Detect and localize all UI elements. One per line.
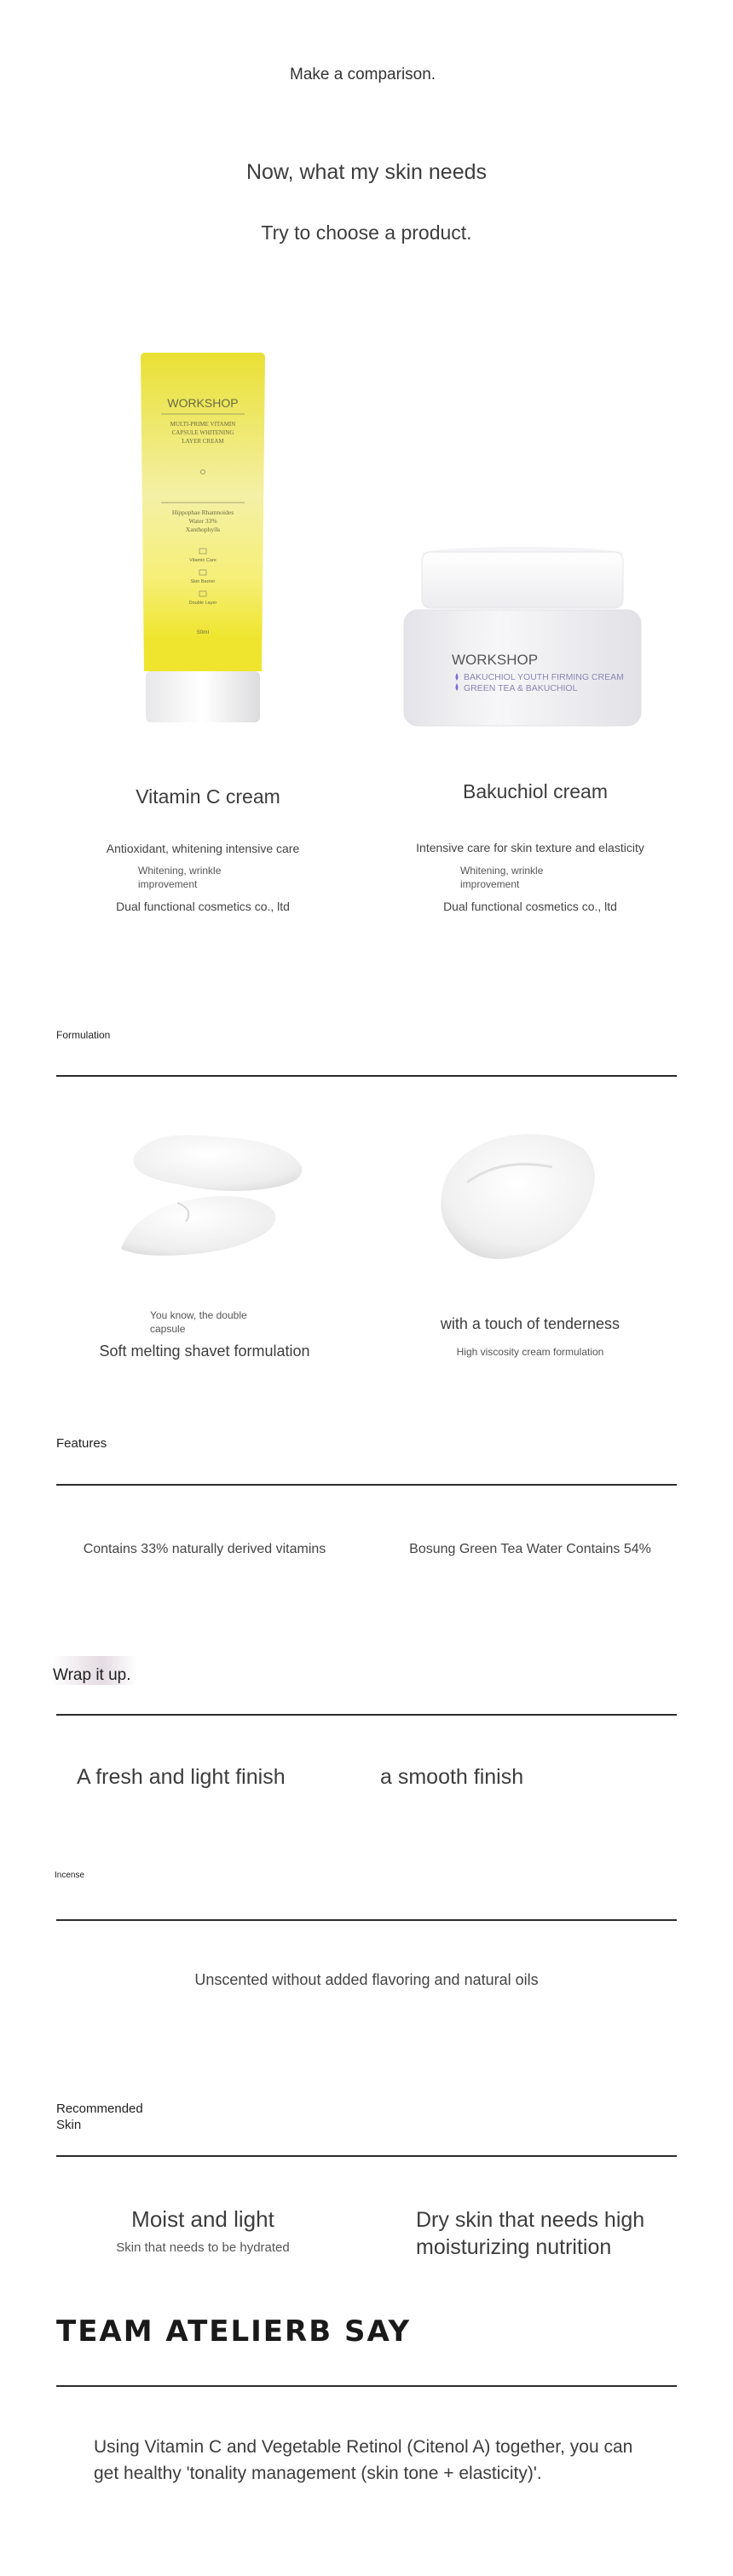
team-quote: Using Vitamin C and Vegetable Retinol (Citenol A) together, you can get healthy 'tonality management (skin tone + elasticity)'. xyxy=(94,2437,633,2483)
vitamin-c-desc: Antioxidant, whitening intensive care xyxy=(106,842,300,855)
team-divider xyxy=(56,2385,677,2387)
formulation-left-title: Soft melting shavet formulation xyxy=(99,1343,310,1360)
svg-text:MULTI-PRIME VITAMIN: MULTI-PRIME VITAMIN xyxy=(170,421,236,428)
features-label: Features xyxy=(56,1436,107,1451)
formulation-right-title: with a touch of tenderness xyxy=(440,1315,620,1332)
recommended-left-sub: Skin that needs to be hydrated xyxy=(116,2240,290,2255)
svg-text:Hippophae Rhamnoides: Hippophae Rhamnoides xyxy=(171,509,234,516)
bakuchiol-category: Dual functional cosmetics co., ltd xyxy=(443,900,617,913)
svg-text:Double Layer: Double Layer xyxy=(188,601,217,606)
wrap-left: A fresh and light finish xyxy=(77,1765,286,1789)
svg-text:50ml: 50ml xyxy=(196,630,210,635)
formulation-label: Formulation xyxy=(56,1029,111,1041)
vitamin-c-texture-swatch xyxy=(118,1121,310,1261)
features-divider xyxy=(56,1484,677,1486)
team-say-heading: TEAM ATELIERB SAY xyxy=(56,2314,412,2349)
skin-needs-heading: Now, what my skin needs xyxy=(245,160,488,184)
bakuchiol-desc: Intensive care for skin texture and elasticity xyxy=(416,841,644,854)
svg-text:CAPSULE WHITENING: CAPSULE WHITENING xyxy=(171,429,234,436)
bakuchiol-cream-jar-image xyxy=(401,545,644,729)
vitamin-c-cream-tube-image xyxy=(137,353,268,724)
wrap-divider xyxy=(56,1714,677,1716)
features-left: Contains 33% naturally derived vitamins xyxy=(83,1542,326,1556)
svg-text:BAKUCHIOL YOUTH FIRMING CREAM: BAKUCHIOL YOUTH FIRMING CREAM xyxy=(464,672,624,682)
compare-heading: Make a comparison. xyxy=(290,66,436,83)
tube-brand: WORKSHOP xyxy=(167,396,239,410)
incense-text: Unscented without added flavoring and natural oils xyxy=(194,1971,539,1988)
bakuchiol-functions: Whitening, wrinkle improvement xyxy=(460,865,544,890)
incense-label: Incense xyxy=(55,1871,85,1880)
wrap-right: a smooth finish xyxy=(380,1765,524,1789)
formulation-right-note: High viscosity cream formulation xyxy=(456,1346,604,1358)
wrap-label: Wrap it up. xyxy=(53,1666,131,1684)
features-right: Bosung Green Tea Water Contains 54% xyxy=(409,1542,651,1556)
svg-text:Skin Barrier: Skin Barrier xyxy=(190,579,216,584)
svg-text:Water 33%: Water 33% xyxy=(188,517,217,525)
jar-brand: WORKSHOP xyxy=(452,652,539,668)
bakuchiol-texture-swatch xyxy=(433,1123,600,1264)
recommended-label: Recommended Skin xyxy=(56,2102,143,2132)
incense-divider xyxy=(56,1919,677,1921)
choose-product-heading: Try to choose a product. xyxy=(261,221,472,244)
svg-text:GREEN TEA & BAKUCHIOL: GREEN TEA & BAKUCHIOL xyxy=(464,683,578,693)
recommended-left-title: Moist and light xyxy=(131,2206,274,2232)
recommended-right-title: Dry skin that needs high moisturizing nutrition xyxy=(416,2208,645,2259)
formulation-left-note: You know, the double capsule xyxy=(150,1309,247,1335)
vitamin-c-cream-name: Vitamin C cream xyxy=(136,785,280,808)
formulation-divider xyxy=(56,1075,677,1077)
svg-text:LAYER CREAM: LAYER CREAM xyxy=(182,438,224,445)
svg-text:Xanthophylls: Xanthophylls xyxy=(185,526,221,533)
bakuchiol-cream-name: Bakuchiol cream xyxy=(462,780,609,802)
vitamin-c-functions: Whitening, wrinkle improvement xyxy=(138,865,222,890)
vitamin-c-category: Dual functional cosmetics co., ltd xyxy=(116,900,290,913)
recommended-divider xyxy=(56,2155,677,2157)
svg-text:Vitamin Care: Vitamin Care xyxy=(189,558,216,563)
